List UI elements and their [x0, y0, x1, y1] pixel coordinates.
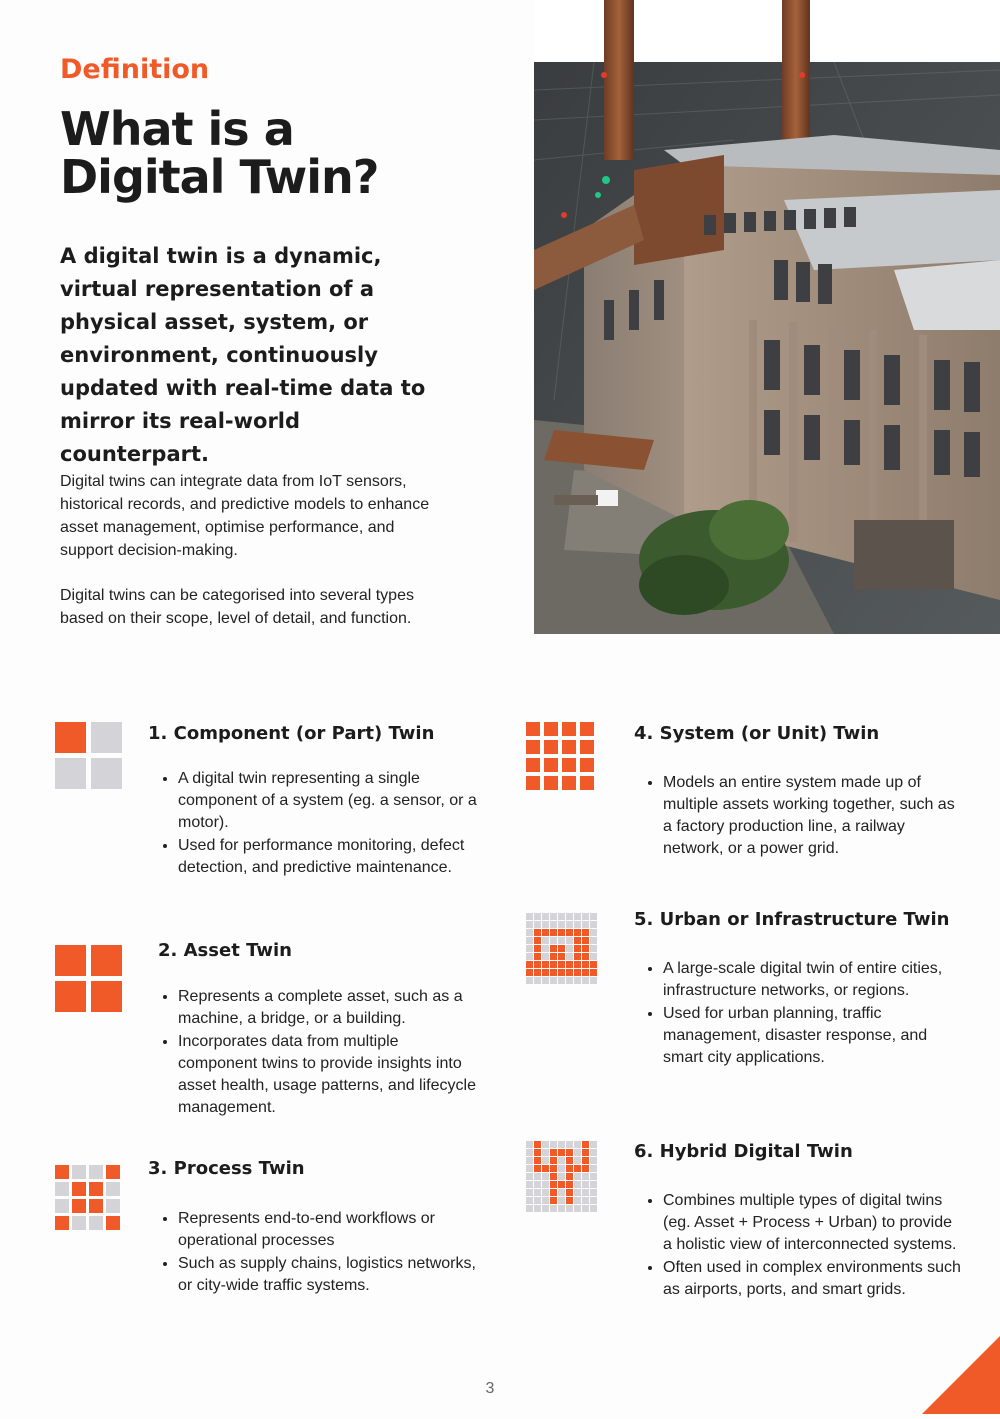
list-item: • Such as supply chains, logistics networks, or city-wide traffic systems.: [178, 1253, 478, 1297]
list-item: • Represents end-to-end workflows or operational processes: [178, 1208, 478, 1252]
section-label: Definition: [60, 54, 210, 85]
list-item: • Incorporates data from multiple component twins to provide insights into asset health, usage patterns, and lifecycle management.: [178, 1031, 478, 1119]
type-title-3: 3. Process Twin: [148, 1158, 305, 1179]
list-item: • Combines multiple types of digital twins (eg. Asset + Process + Urban) to provide a holistic view of interconnected systems.: [663, 1190, 963, 1256]
digital-twin-building-image: [534, 0, 1000, 634]
intro-lead: A digital twin is a dynamic, virtual representation of a physical asset, system, or environment, continuously updated with real-time data to mirror its real-world counterpart.: [60, 244, 426, 466]
list-item: • Often used in complex environments such as airports, ports, and smart grids.: [663, 1257, 963, 1301]
page-title: What is a Digital Twin?: [60, 102, 379, 204]
type-title-5: 5. Urban or Infrastructure Twin: [634, 909, 950, 930]
system-grid-icon: [526, 722, 594, 790]
list-item: • Used for performance monitoring, defect detection, and predictive maintenance.: [178, 835, 478, 879]
type-title-6: 6. Hybrid Digital Twin: [634, 1141, 853, 1162]
intro-paragraph-2: Digital twins can be categorised into several types based on their scope, level of detail, and function.: [60, 587, 414, 627]
list-item: • A digital twin representing a single component of a system (eg. a sensor, or a motor).: [178, 768, 478, 834]
urban-grid-icon: [526, 913, 598, 981]
type-title-1: 1. Component (or Part) Twin: [148, 723, 435, 744]
list-item: • Represents a complete asset, such as a machine, a bridge, or a building.: [178, 986, 478, 1030]
list-item: • Models an entire system made up of multiple assets working together, such as a factory production line, a railway network, or a power grid.: [663, 772, 963, 860]
type-bullets-3: [156, 1208, 478, 1298]
asset-grid-icon: [55, 945, 123, 1013]
corner-accent: [922, 1336, 1000, 1414]
hybrid-grid-icon: [526, 1141, 598, 1209]
list-item: • Used for urban planning, traffic management, disaster response, and smart city applications.: [663, 1003, 963, 1069]
list-item: • A large-scale digital twin of entire cities, infrastructure networks, or regions.: [663, 958, 963, 1002]
type-title-4: 4. System (or Unit) Twin: [634, 723, 880, 744]
type-bullets-1: [156, 768, 478, 880]
process-grid-icon: [55, 1165, 123, 1233]
type-bullets-5: [641, 958, 963, 1070]
intro-paragraph-1: Digital twins can integrate data from IoT sensors, historical records, and predictive models to enhance asset management, optimise performance, and support decision-making.: [60, 473, 430, 559]
type-title-2: 2. Asset Twin: [158, 940, 292, 961]
type-bullets-6: [641, 1190, 963, 1302]
page-number: 3: [485, 1380, 495, 1397]
type-bullets-2: [156, 986, 478, 1120]
component-grid-icon: [55, 722, 123, 790]
type-bullets-4: [641, 772, 963, 861]
